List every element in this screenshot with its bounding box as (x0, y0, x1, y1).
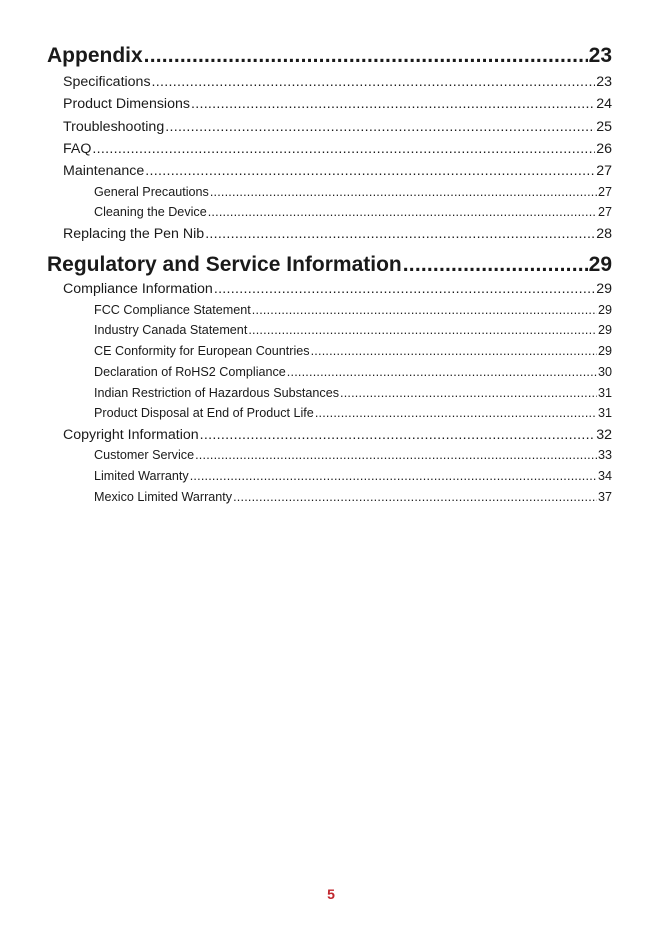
toc-entry-product-dimensions[interactable] (63, 94, 612, 114)
dot-leader (208, 203, 597, 221)
toc-entry-cleaning-device[interactable] (94, 203, 612, 221)
toc-entry-page: 28 (596, 226, 612, 242)
toc-entry-replacing-pen-nib[interactable] (63, 224, 612, 244)
dot-leader (205, 224, 595, 244)
toc-entry-title: Copyright Information (63, 427, 199, 443)
toc-entry-page: 31 (597, 386, 612, 400)
dot-leader (287, 363, 597, 381)
toc-entry-page: 27 (596, 163, 612, 179)
toc-entry-page: 23 (596, 74, 612, 90)
toc-entry-mexico-warranty[interactable] (94, 488, 612, 506)
toc-entry-title: Limited Warranty (94, 469, 189, 483)
toc-entry-title: Product Disposal at End of Product Life (94, 406, 314, 420)
dot-leader (145, 161, 595, 181)
toc-entry-troubleshooting[interactable] (63, 117, 612, 137)
toc-entry-page: 29 (596, 281, 612, 297)
toc-entry-title: Replacing the Pen Nib (63, 226, 205, 242)
dot-leader (210, 183, 597, 201)
toc-entry-title: Mexico Limited Warranty (94, 490, 233, 504)
toc-entry-title: Compliance Information (63, 281, 213, 297)
toc-entry-page: 34 (597, 469, 612, 483)
toc-entry-page: 33 (597, 448, 612, 462)
toc-entry-page: 26 (596, 141, 612, 157)
toc-entry-title: CE Conformity for European Countries (94, 344, 310, 358)
toc-entry-appendix[interactable] (47, 42, 612, 70)
toc-entry-page: 31 (597, 406, 612, 420)
dot-leader (315, 404, 597, 422)
dot-leader (248, 321, 597, 339)
toc-entry-title: Appendix (47, 44, 143, 67)
dot-leader (195, 446, 597, 464)
toc-entry-page: 25 (596, 119, 612, 135)
toc-entry-page: 24 (596, 96, 612, 112)
dot-leader (311, 342, 597, 360)
toc-entry-industry-canada[interactable] (94, 321, 612, 339)
toc-entry-limited-warranty[interactable] (94, 467, 612, 485)
dot-leader (152, 72, 596, 92)
toc-entry-page: 37 (597, 490, 612, 504)
toc-entry-ce-conformity[interactable] (94, 342, 612, 360)
toc-entry-title: FAQ (63, 141, 92, 157)
toc-entry-compliance-information[interactable] (63, 279, 612, 299)
toc-entry-title: Industry Canada Statement (94, 323, 248, 337)
toc-entry-title: Cleaning the Device (94, 205, 207, 219)
toc-entry-title: Regulatory and Service Information (47, 253, 402, 276)
toc-entry-title: Troubleshooting (63, 119, 165, 135)
dot-leader (165, 117, 595, 137)
dot-leader (200, 425, 596, 445)
toc-entry-customer-service[interactable] (94, 446, 612, 464)
toc-entry-title: Customer Service (94, 448, 195, 462)
toc-entry-page: 29 (597, 323, 612, 337)
dot-leader (340, 384, 597, 402)
toc-entry-general-precautions[interactable] (94, 183, 612, 201)
toc-entry-title: Specifications (63, 74, 151, 90)
dot-leader (214, 279, 595, 299)
toc-entry-page: 29 (588, 253, 612, 276)
toc-entry-title: General Precautions (94, 185, 209, 199)
toc-entry-product-disposal[interactable] (94, 404, 612, 422)
toc-entry-title: Maintenance (63, 163, 145, 179)
toc-entry-title: Product Dimensions (63, 96, 190, 112)
toc-entry-copyright-information[interactable] (63, 425, 612, 445)
toc-entry-page: 32 (596, 427, 612, 443)
toc-entry-page: 23 (588, 44, 612, 67)
dot-leader (403, 251, 588, 279)
dot-leader (92, 139, 595, 159)
toc-entry-regulatory[interactable] (47, 251, 612, 279)
page-number: 5 (327, 886, 335, 902)
toc-entry-page: 29 (597, 303, 612, 317)
dot-leader (252, 301, 597, 319)
toc-entry-indian-restriction[interactable] (94, 384, 612, 402)
toc-entry-page: 27 (597, 185, 612, 199)
toc-entry-page: 29 (597, 344, 612, 358)
toc-entry-page: 30 (597, 365, 612, 379)
toc-entry-title: Declaration of RoHS2 Compliance (94, 365, 286, 379)
toc-entry-specifications[interactable] (63, 72, 612, 92)
toc-entry-rohs2[interactable] (94, 363, 612, 381)
dot-leader (191, 94, 595, 114)
dot-leader (233, 488, 597, 506)
toc-entry-page: 27 (597, 205, 612, 219)
toc-entry-maintenance[interactable] (63, 161, 612, 181)
toc-entry-faq[interactable] (63, 139, 612, 159)
dot-leader (144, 42, 588, 70)
toc-entry-title: Indian Restriction of Hazardous Substances (94, 386, 340, 400)
toc-entry-title: FCC Compliance Statement (94, 303, 251, 317)
dot-leader (190, 467, 597, 485)
toc-entry-fcc-statement[interactable] (94, 301, 612, 319)
